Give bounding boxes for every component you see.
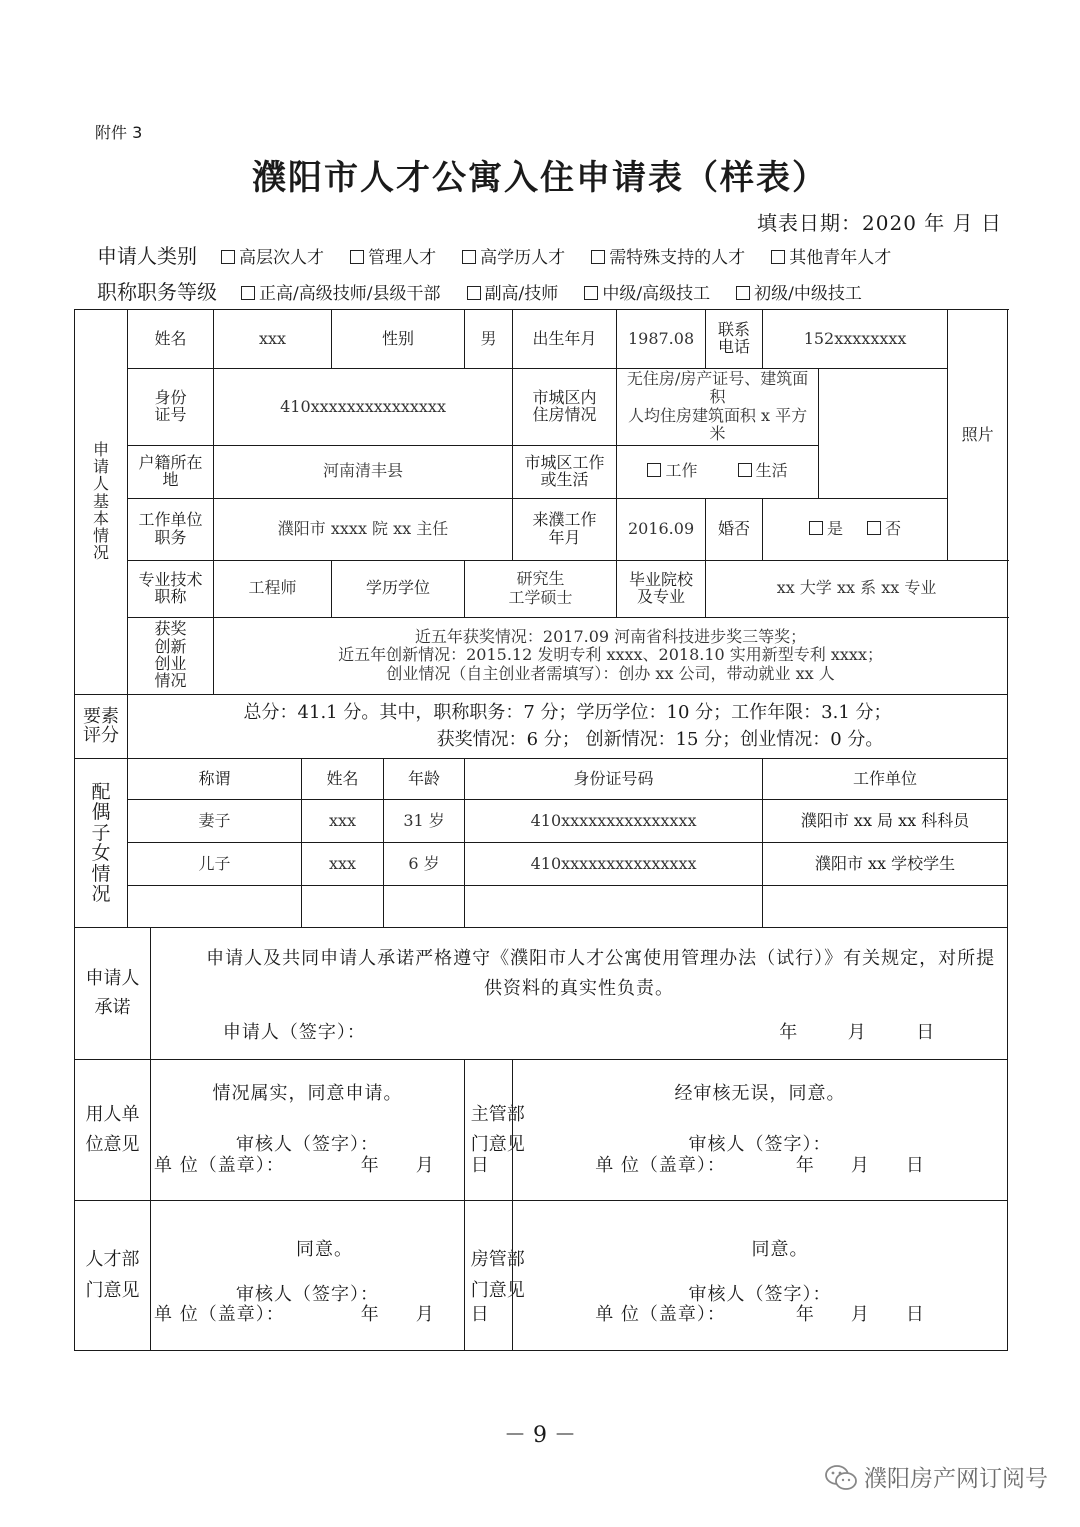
table-row xyxy=(75,800,1008,843)
family-col-relation: 称谓 xyxy=(128,759,302,800)
applicant-category-label: 申请人类别 xyxy=(97,244,197,268)
basic-row-4 xyxy=(75,498,1008,560)
housing-value[interactable]: 无住房/房产证号、建筑面积 人均住房建筑面积 x 平方米 xyxy=(617,369,819,446)
gender-label: 性别 xyxy=(332,310,465,369)
housing-label: 市城区内住房情况 xyxy=(513,369,617,446)
pledge-signature: 申请人（签字）： 年 月 日 xyxy=(222,1022,936,1044)
employer-opinion-label: 用人单位意见 xyxy=(75,1060,151,1201)
birth-label: 出生年月 xyxy=(513,310,617,369)
category-option-special-support[interactable]: 需特殊支持的人才 xyxy=(591,248,745,268)
birth-value[interactable]: 1987.08 xyxy=(617,310,706,369)
family-age[interactable]: 31 岁 xyxy=(384,800,465,843)
hukou-value[interactable]: 河南清丰县 xyxy=(214,445,513,498)
family-relation[interactable]: 妻子 xyxy=(128,800,302,843)
category-option-high-education[interactable]: 高学历人才 xyxy=(462,248,565,268)
live-option[interactable]: 生活 xyxy=(738,461,788,480)
family-employer[interactable] xyxy=(763,886,1008,928)
rank-option-associate[interactable]: 副高/技师 xyxy=(467,284,559,304)
married-options xyxy=(763,498,948,560)
married-yes-option[interactable]: 是 xyxy=(809,519,843,538)
checkbox-icon xyxy=(467,286,481,300)
basic-row-6 xyxy=(75,617,1008,694)
employer-value[interactable]: 濮阳市 xxxx 院 xx 主任 xyxy=(214,498,513,560)
opinion-row-1 xyxy=(75,1060,1008,1201)
score-value[interactable]: 总分：41.1 分。其中，职称职务：7 分；学历学位：10 分；工作年限：3.1 分； 获奖情况：6 分； 创新情况：15 分；创业情况：0 分。 xyxy=(128,694,1008,759)
score-row xyxy=(75,694,1008,759)
pledge-text: 申请人及共同申请人承诺严格遵守《濮阳市人才公寓使用管理办法（试行）》有关规定，对所提供资料的真实性负责。 xyxy=(206,947,996,999)
page-number: － 9 － xyxy=(504,1423,576,1448)
pledge-label: 申请人承诺 xyxy=(75,928,151,1060)
checkbox-icon xyxy=(221,250,235,264)
checkbox-icon xyxy=(771,250,785,264)
table-row xyxy=(75,886,1008,928)
checkbox-icon xyxy=(738,463,752,477)
family-col-age: 年龄 xyxy=(384,759,465,800)
category-option-high-level[interactable]: 高层次人才 xyxy=(221,248,324,268)
basic-row-5 xyxy=(75,560,1008,617)
work-option[interactable]: 工作 xyxy=(647,461,697,480)
arrive-label: 来濮工作年月 xyxy=(513,498,617,560)
score-label: 要素评分 xyxy=(75,694,128,759)
school-value[interactable]: xx 大学 xx 系 xx 专业 xyxy=(706,560,1008,617)
family-col-name: 姓名 xyxy=(302,759,384,800)
talent-opinion-cell[interactable]: 同意。 审核人（签字）： 单 位（盖章）： 年 月 日 xyxy=(151,1201,465,1351)
id-label: 身份证号 xyxy=(128,369,214,446)
housing-opinion-label: 房管部门意见 xyxy=(465,1201,513,1351)
awards-label: 获奖创新创业情况 xyxy=(128,617,214,694)
arrive-value[interactable]: 2016.09 xyxy=(617,498,706,560)
title-value[interactable]: 工程师 xyxy=(214,560,332,617)
talent-opinion-label: 人才部门意见 xyxy=(75,1201,151,1351)
basic-row-3 xyxy=(75,445,1008,498)
category-option-management[interactable]: 管理人才 xyxy=(350,248,436,268)
family-name[interactable] xyxy=(302,886,384,928)
family-age[interactable] xyxy=(384,886,465,928)
phone-label: 联系电话 xyxy=(706,310,763,369)
form-title: 濮阳市人才公寓入住申请表（样表） xyxy=(252,158,828,198)
rank-option-senior[interactable]: 正高/高级技师/县级干部 xyxy=(241,284,440,304)
checkbox-icon xyxy=(584,286,598,300)
employer-label: 工作单位职务 xyxy=(128,498,214,560)
checkbox-icon xyxy=(350,250,364,264)
basic-row-2 xyxy=(75,369,1008,446)
application-form-table xyxy=(74,309,1008,1351)
degree-value[interactable]: 研究生 工学硕士 xyxy=(465,560,617,617)
family-relation[interactable]: 儿子 xyxy=(128,843,302,886)
dept-opinion-cell[interactable]: 经审核无误，同意。 审核人（签字）： 单 位（盖章）： 年 月 日 xyxy=(513,1060,1008,1201)
hukou-label: 户籍所在地 xyxy=(128,445,214,498)
checkbox-icon xyxy=(867,521,881,535)
school-label: 毕业院校及专业 xyxy=(617,560,706,617)
title-rank-label: 职称职务等级 xyxy=(97,280,217,304)
title-label: 专业技术职称 xyxy=(128,560,214,617)
attachment-label: 附件 3 xyxy=(95,123,143,142)
family-name[interactable]: xxx xyxy=(302,843,384,886)
id-value[interactable]: 410xxxxxxxxxxxxxxx xyxy=(214,369,513,446)
fill-date: 填表日期：2020 年 月 日 xyxy=(757,211,1002,235)
married-no-option[interactable]: 否 xyxy=(867,519,901,538)
family-col-employer: 工作单位 xyxy=(763,759,1008,800)
family-id[interactable] xyxy=(465,886,763,928)
basic-row-1 xyxy=(75,310,1008,369)
family-section-label: 配偶子女情况 xyxy=(75,759,128,928)
family-employer[interactable]: 濮阳市 xx 学校学生 xyxy=(763,843,1008,886)
dept-opinion-label: 主管部门意见 xyxy=(465,1060,513,1201)
checkbox-icon xyxy=(809,521,823,535)
checkbox-icon xyxy=(241,286,255,300)
pledge-row xyxy=(75,928,1008,1060)
gender-value[interactable]: 男 xyxy=(465,310,513,369)
pledge-cell[interactable] xyxy=(151,928,1008,1060)
married-label: 婚否 xyxy=(706,498,763,560)
family-age[interactable]: 6 岁 xyxy=(384,843,465,886)
table-row xyxy=(75,843,1008,886)
name-label: 姓名 xyxy=(128,310,214,369)
work-or-live-options xyxy=(617,445,819,498)
family-id[interactable]: 410xxxxxxxxxxxxxxx xyxy=(465,843,763,886)
family-col-id: 身份证号码 xyxy=(465,759,763,800)
degree-label: 学历学位 xyxy=(332,560,465,617)
family-employer[interactable]: 濮阳市 xx 局 xx 科科员 xyxy=(763,800,1008,843)
housing-opinion-cell[interactable]: 同意。 审核人（签字）： 单 位（盖章）： 年 月 日 xyxy=(513,1201,1008,1351)
applicant-category-row xyxy=(97,240,911,269)
checkbox-icon xyxy=(591,250,605,264)
category-option-other-youth[interactable]: 其他青年人才 xyxy=(771,248,891,268)
wechat-icon xyxy=(824,1464,858,1492)
family-name[interactable]: xxx xyxy=(302,800,384,843)
phone-value[interactable]: 152xxxxxxxx xyxy=(763,310,948,369)
opinion-row-2 xyxy=(75,1201,1008,1351)
family-relation[interactable] xyxy=(128,886,302,928)
work-or-live-label: 市城区工作或生活 xyxy=(513,445,617,498)
family-header-row xyxy=(75,759,1008,800)
employer-opinion-cell[interactable]: 情况属实，同意申请。 审核人（签字）： 单 位（盖章）： 年 月 日 xyxy=(151,1060,465,1201)
family-id[interactable]: 410xxxxxxxxxxxxxxx xyxy=(465,800,763,843)
title-rank-row xyxy=(97,276,882,305)
checkbox-icon xyxy=(647,463,661,477)
name-value[interactable]: xxx xyxy=(214,310,332,369)
photo-box[interactable]: 照片 xyxy=(948,310,1008,561)
rank-option-junior[interactable]: 初级/中级技工 xyxy=(736,284,862,304)
watermark: 濮阳房产网订阅号 xyxy=(824,1460,1048,1493)
awards-value[interactable]: 近五年获奖情况：2017.09 河南省科技进步奖三等奖； 近五年创新情况：2015.12 发明专利 xxxx、2018.10 实用新型专利 xxxx； 创业情况（自主创业者需填写）：创办 xx 公司，带动就业 xx 人 xyxy=(214,617,1008,694)
rank-option-intermediate[interactable]: 中级/高级技工 xyxy=(584,284,710,304)
checkbox-icon xyxy=(736,286,750,300)
basic-section-label: 申请人基本情况 xyxy=(75,310,128,695)
checkbox-icon xyxy=(462,250,476,264)
